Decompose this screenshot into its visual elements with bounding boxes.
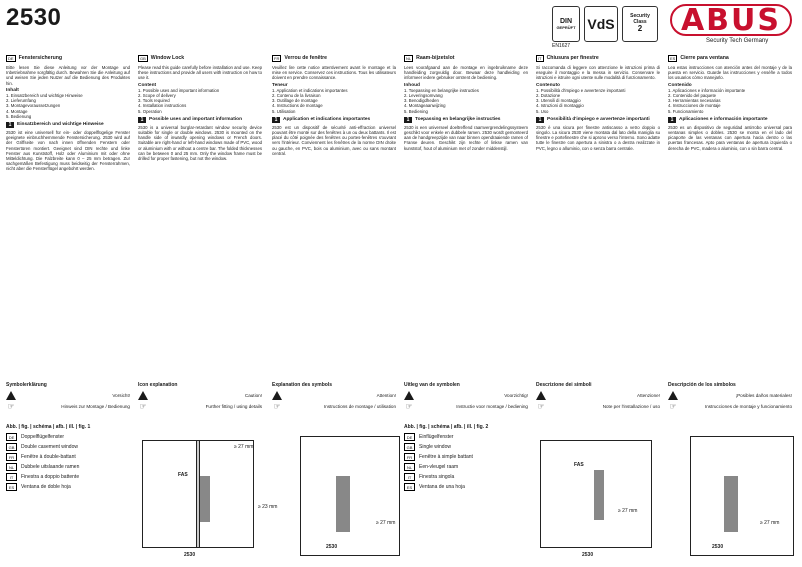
legend-nl: Uitleg van de symbolen Voorzichtig! ☞ Instructie voor montage / bediening: [404, 382, 528, 411]
column-de: [6, 55, 130, 377]
figure-2-detail-view: [690, 436, 794, 556]
hand-icon: ☞: [669, 402, 677, 411]
abus-logo: [668, 4, 794, 36]
figure-1-dim-a: ≥ 27 mm: [234, 444, 254, 450]
section-1-icon: 1: [272, 117, 280, 123]
flag-nl-icon: NL: [406, 56, 412, 61]
column-es: [668, 55, 792, 377]
column-fr: [272, 55, 396, 377]
contents-title: Inhalt: [6, 87, 19, 93]
figure-1-detail-lock: [336, 476, 350, 532]
section-title: Toepassing en belangrijke instructies: [415, 117, 501, 123]
section-title: Application et indications importantes: [283, 117, 371, 123]
legend-gb: Icon explanation Caution! ☞ Further fitting / using details: [138, 382, 262, 411]
intro-text: Bitte lesen Sie diese Anleitung vor der Montage und Inbetriebnahme sorgfältig durch. Bewahren Sie die Anleitung auf und weisen Sie jeden Nutzer auf die Bedienung des Produktes hin.: [6, 65, 130, 86]
flag-fr-icon: FR: [274, 56, 280, 61]
en-standard-label: EN1627: [552, 43, 571, 49]
figure-2-dim-d: ≥ 27 mm: [618, 508, 638, 514]
contents-list: 1. Einsatzbereich und wichtige Hinweise 2. Lieferumfang 3. Montagevoraussetzungen 4. Montage 5. Bedienung: [6, 93, 83, 119]
intro-text: Si raccomanda di leggere con attenzione le istruzioni prima di eseguire il montaggio e la messa in servizio. Conservare le istruzioni e istruire ogni utente sulle modalità di funzionamento.: [536, 65, 660, 81]
column-it: [536, 55, 660, 377]
figure-2-detail-model-label: 2530: [712, 544, 724, 550]
warning-icon: [536, 391, 546, 400]
contents-title: Teneur: [272, 82, 288, 88]
brand-tagline: Security Tech Germany: [706, 38, 769, 44]
figure-1-caption: Abb. | fig. | schéma | afb. | ill. | fig. 1: [6, 424, 91, 430]
warning-icon: [6, 391, 16, 400]
column-title: Cierre para ventana: [680, 55, 729, 61]
contents-list: 1. Aplicaciones e información importante 2. Contenido del paquete 3. Herramientas necesarias 4. Instrucciones de montaje 5. Funcionamiento: [668, 87, 746, 114]
contents-list: 1. Possible uses and important information 2. Scope of delivery 3. Tools required 4. Installation instructions 5. Operation: [138, 87, 220, 114]
figure-1-legend: DE Doppelflügelfenster GB Double casement window FR Fenêtre à double-battant NL Dubbele uitslaande ramen IT Finestra a doppio battente ES Ventana de doble hoja: [6, 432, 79, 492]
intro-text: Lees voorafgaand aan de montage en ingebruikname deze handleiding zorgvuldig door. Bewaar deze handleiding en informeer iedere gebruiker omtrent de bediening.: [404, 65, 528, 81]
figure-1-detail-model-label: 2530: [326, 544, 338, 550]
body-text: 2530 es un dispositivo de seguridad antirrobo universal para ventanas simples o dobles. 2530 se monta en el lado del picaporte de las ventanas con apertura hacia dentro o las puertas francesas. Apto para ventanas de apertura izquierda o derecha de PVC, madera o aluminio, con o sin barra central.: [668, 124, 792, 151]
abus-logo-ring: [670, 4, 792, 36]
contents-list: 1. Application et indications importantes 2. Contenu de la livraison 3. Outillage de montage 4. Instructions de montage 5. Utilisation: [272, 87, 348, 114]
figure-1-lock-device: [200, 476, 210, 522]
security-class-badge: Security Class 2: [622, 6, 658, 42]
flag-it-icon: IT: [538, 56, 542, 61]
warning-icon: [404, 391, 414, 400]
section-1-icon: 1: [138, 117, 146, 123]
figure-1-dim-b: ≥ 23 mm: [258, 504, 278, 510]
intro-text: Veuillez lire cette notice attentivement avant le montage et la mise en service. Conservez ces instructions. Tous les utilisateurs doivent en prendre connaissance.: [272, 65, 396, 81]
column-title: Window Lock: [150, 55, 185, 61]
figure-2-detail-lock: [724, 476, 738, 532]
section-1-icon: 1: [536, 117, 544, 123]
legend-it: Descrizione dei simboli Attenzione! ☞ Note per l'installazione / uso: [536, 382, 660, 411]
model-number: 2530: [6, 4, 62, 31]
section-title: Einsatzbereich und wichtige Hinweise: [17, 122, 104, 128]
legend-fr: Explanation des symbols Attention! ☞ Instructions de montage / utilisation: [272, 382, 396, 411]
flag-de-icon: DE: [8, 56, 14, 61]
section-1-icon: 1: [668, 117, 676, 123]
contents-list: 1. Possibilità d'impiego e avvertenze importanti 2. Dotazione 3. Utensili di montaggio 4. Istruzioni di montaggio 5. Uso: [536, 87, 626, 114]
flag-es-icon: ES: [670, 56, 676, 61]
figure-2-caption: Abb. | fig. | schéma | afb. | ill. | fig. 2: [404, 424, 489, 430]
column-title: Fenstersicherung: [18, 55, 63, 61]
figure-2-legend: DE Einflügelfenster GB Single window FR Fenêtre à simple battant NL Een-vleugel raam IT Finestra singola ES Ventana de una hoja: [404, 432, 473, 492]
column-gb: [138, 55, 262, 377]
section-1-icon: 1: [6, 122, 14, 128]
flag-gb-icon: GB: [140, 56, 146, 61]
body-text: 2530 is een universeel doeltreffend raamvergrendelingssysteem geschikt voor enkele en dubbele ramen. 2530 wordt gemonteerd aan de handgreepzijde van naar binnen opendraaiende ramen of Franse deuren. Geschikt zijn rechte of linkse ramen van kunststof, hout of aluminium met of zonder middenstijl.: [404, 124, 528, 151]
warning-icon: [138, 391, 148, 400]
contents-title: Contenido: [668, 82, 692, 88]
figure-1-dim-c: ≥ 27 mm: [376, 520, 396, 526]
din-certification-badge: DIN GEPRÜFT: [552, 6, 580, 42]
figure-2-fas-label: FAS: [574, 462, 584, 468]
column-title: Chiusura per finestre: [546, 55, 599, 61]
intro-text: Lea estas instrucciones con atención antes del montaje y de la puesta en servicio. Guarde las instrucciones y enséñe a todos los usuarios cómo manejarlo.: [668, 65, 792, 81]
column-title: Verrou de fenêtre: [284, 55, 328, 61]
body-text: 2530 ist eine universell für ein- oder doppelflügelige Fenster geeignete einbruchhemmende Fenstersicherung. 2530 wird auf der Griffseite von nach innen öffnenden Fenstern oder Fenstertüren montiert. Geeignet sind DIN rechte und linke Fenster aus Kunststoff, Holz oder Aluminium mit oder ohne Mitteldichtung. Die Falzbreite kann 0 – 25 mm betragen. Zur sachgemäßen Befestigung muss beidseitig der Fensterrahmen, nicht aber die Fensterflügel angebohrt werden.: [6, 130, 130, 172]
hand-icon: ☞: [273, 402, 281, 411]
hand-icon: ☞: [405, 402, 413, 411]
column-nl: [404, 55, 528, 377]
figure-1-detail-view: [300, 436, 400, 556]
hand-icon: ☞: [537, 402, 545, 411]
contents-title: Inhoud: [404, 82, 420, 88]
hand-icon: ☞: [139, 402, 147, 411]
figure-1-fas-label: FAS: [178, 472, 188, 478]
hand-icon: ☞: [7, 402, 15, 411]
figure-2-detail-dim: ≥ 27 mm: [760, 520, 780, 526]
legend-es: Descripción de los símbolos ¡Posibles daños materiales! ☞ Instrucciones de montaje y funcionamiento: [668, 382, 792, 411]
figure-2-model-label: 2530: [582, 552, 594, 558]
vds-certification-badge: VdS: [584, 6, 618, 42]
column-title: Raam-bijzetslot: [416, 55, 455, 61]
figure-1-model-label: 2530: [184, 552, 196, 558]
body-text: 2530 est un dispositif de sécurité anti-effraction universel pouvant être monté sur des fenêtres à un ou deux battants. Il est placé du côté poignée des fenêtres ou portes-fenêtres s'ouvrant vers l'intérieur. Conviennent les fenêtres de la norme DIN droite ou gauche, en PVC, bois ou aluminium, avec ou sans montant central.: [272, 124, 396, 156]
body-text: 2530 is a universal burglar-retardant window security device suitable for single or double windows. 2530 is mounted on the handle side of inwardly opening windows or French doors. Suitable are right-hand or left-hand windows made of PVC, wood or aluminium with or without a centre bar. The folded thicknesses can be between 0 and 25 mm. Only the window frame must be drilled for proper fastening, but not the window.: [138, 124, 262, 162]
figure-2-lock-device: [594, 470, 604, 520]
intro-text: Please read this guide carefully before installation and use. Keep these instructions and provide all users with instruction on how to use it.: [138, 65, 262, 81]
section-1-icon: 1: [404, 117, 412, 123]
contents-title: Contenuto: [536, 82, 560, 88]
section-title: Possible uses and important information: [149, 117, 243, 123]
warning-icon: [668, 391, 678, 400]
legend-de: Symbolerklärung Vorsicht! ☞ Hinweis zur Montage / Bedienung: [6, 382, 130, 411]
section-title: Possibilità d'impiego e avvertenze importanti: [547, 117, 650, 123]
warning-icon: [272, 391, 282, 400]
abus-logo-wordmark: ABUS: [680, 2, 782, 38]
contents-list: 1. Toepassing en belangrijke instructies 2. Leveringsomvang 3. Benodigdheden 4. Montageaanwijzing 5. Bediening: [404, 87, 479, 114]
body-text: 2530 è una sicura per finestre antiscasso a vetro doppio o singolo. La sicura 2530 viene montata dal lato della maniglia su finestre e portefinestre che si aprono verso l'interno. Sono adatte tutte le finestre con apertura a sinistra o a destra realizzate in PVC, legno o alluminio, con o senza barra centrale.: [536, 124, 660, 151]
contents-title: Content: [138, 82, 157, 88]
section-title: Aplicaciones e información importante: [679, 117, 768, 123]
